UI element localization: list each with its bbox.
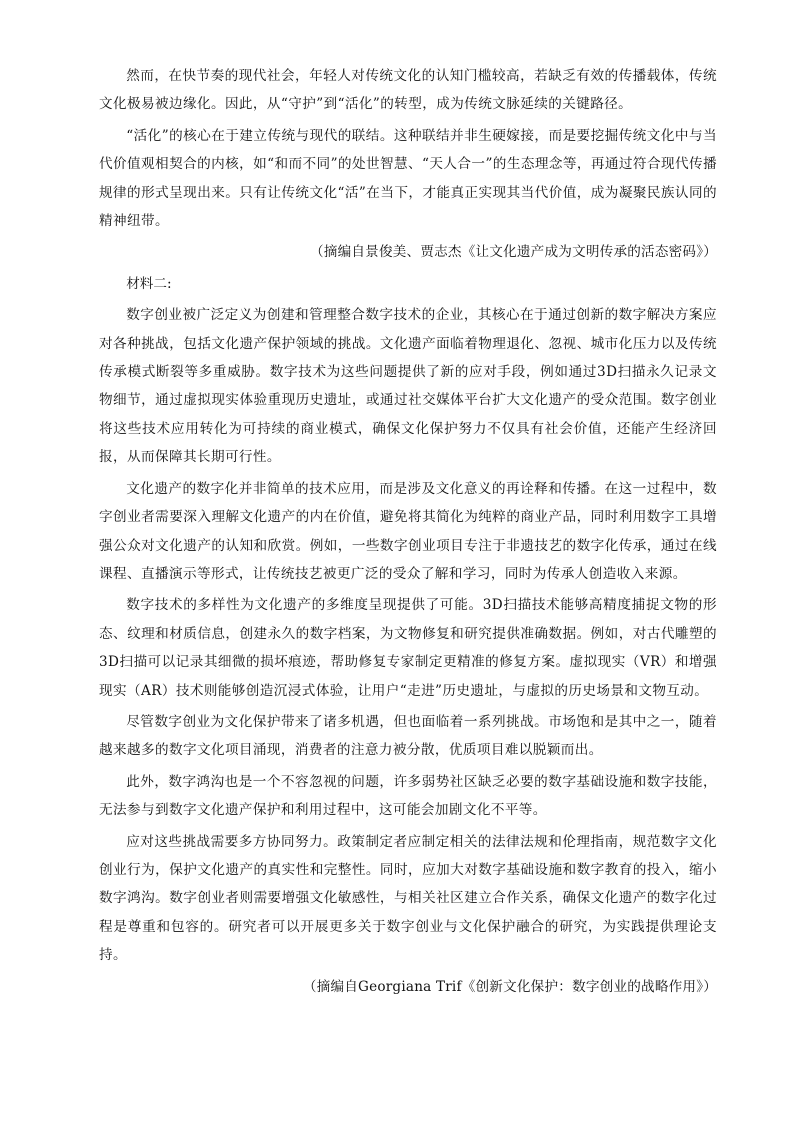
paragraph: 数字创业被广泛定义为创建和管理整合数字技术的企业，其核心在于通过创新的数字解决方案应对各种挑战，包括文化遗产保护领域的挑战。文化遗产面临着物理退化、忽视、城市化压力以及传统传承模式断裂等多重威胁。数字技术为这些问题提供了新的应对手段，例如通过3D扫描永久记录文物细节，通过虚拟现实体验重现历史遗址，或通过社交媒体平台扩大文化遗产的受众范围。数字创业将这些技术应用转化为可持续的商业模式，确保文化保护努力不仅具有社会价值，还能产生经济回报，从而保障其长期可行性。 — [99, 307, 717, 466]
paragraph: 此外，数字鸿沟也是一个不容忽视的问题，许多弱势社区缺乏必要的数字基础设施和数字技能，无法参与到数字文化遗产保护和利用过程中，这可能会加剧文化不平等。 — [99, 773, 717, 819]
material-one — [99, 62, 717, 267]
paragraph: 应对这些挑战需要多方协同努力。政策制定者应制定相关的法律法规和伦理指南，规范数字文化创业行为，保护文化遗产的真实性和完整性。同时，应加大对数字基础设施和数字教育的投入，缩小数字鸿沟。数字创业者则需要增强文化敏感性，与相关社区建立合作关系，确保文化遗产的数字化过程是尊重和包容的。研究者可以开展更多关于数字创业与文化保护融合的研究，为实践提供理论支持。 — [99, 833, 717, 964]
paragraph: “活化”的核心在于建立传统与现代的联结。这种联结并非生硬嫁接，而是要挖掘传统文化中与当代价值观相契合的内核，如“和而不同”的处世智慧、“天人合一”的生态理念等，再通过符合现代传播规律的形式呈现出来。只有让传统文化“活”在当下，才能真正实现其当代价值，成为凝聚民族认同的精神纽带。 — [99, 127, 717, 230]
material-two-heading: 材料二: — [126, 275, 172, 292]
material-one-source: （摘编自景俊美、贾志杰《让文化遗产成为文明传承的活态密码》） — [309, 244, 717, 261]
document-page — [99, 62, 717, 1004]
material-two-source: （摘编自Georgiana Trif《创新文化保护：数字创业的战略作用》） — [302, 978, 717, 995]
paragraph: 文化遗产的数字化并非简单的技术应用，而是涉及文化意义的再诠释和传播。在这一过程中，数字创业者需要深入理解文化遗产的内在价值，避免将其简化为纯粹的商业产品，同时利用数字工具增强公众对文化遗产的认知和欣赏。例如，一些数字创业项目专注于非遗技艺的数字化传承，通过在线课程、直播演示等形式，让传统技艺被更广泛的受众了解和学习，同时为传承人创造收入来源。 — [99, 480, 717, 582]
material-two — [99, 270, 717, 1001]
paragraph: 尽管数字创业为文化保护带来了诸多机遇，但也面临着一系列挑战。市场饱和是其中之一，随着越来越多的数字文化项目涌现，消费者的注意力被分散，优质项目难以脱颖而出。 — [99, 713, 717, 759]
paragraph: 然而，在快节奏的现代社会，年轻人对传统文化的认知门槛较高，若缺乏有效的传播载体，传统文化极易被边缘化。因此，从“守护”到“活化”的转型，成为传统文脉延续的关键路径。 — [99, 68, 717, 113]
paragraph: 数字技术的多样性为文化遗产的多维度呈现提供了可能。3D扫描技术能够高精度捕捉文物的形态、纹理和材质信息，创建永久的数字档案，为文物修复和研究提供准确数据。例如，对古代雕塑的3D扫描可以记录其细微的损坏痕迹，帮助修复专家制定更精准的修复方案。虚拟现实（VR）和增强现实（AR）技术则能够创造沉浸式体验，让用户“走进”历史遗址，与虚拟的历史场景和文物互动。 — [99, 597, 717, 699]
